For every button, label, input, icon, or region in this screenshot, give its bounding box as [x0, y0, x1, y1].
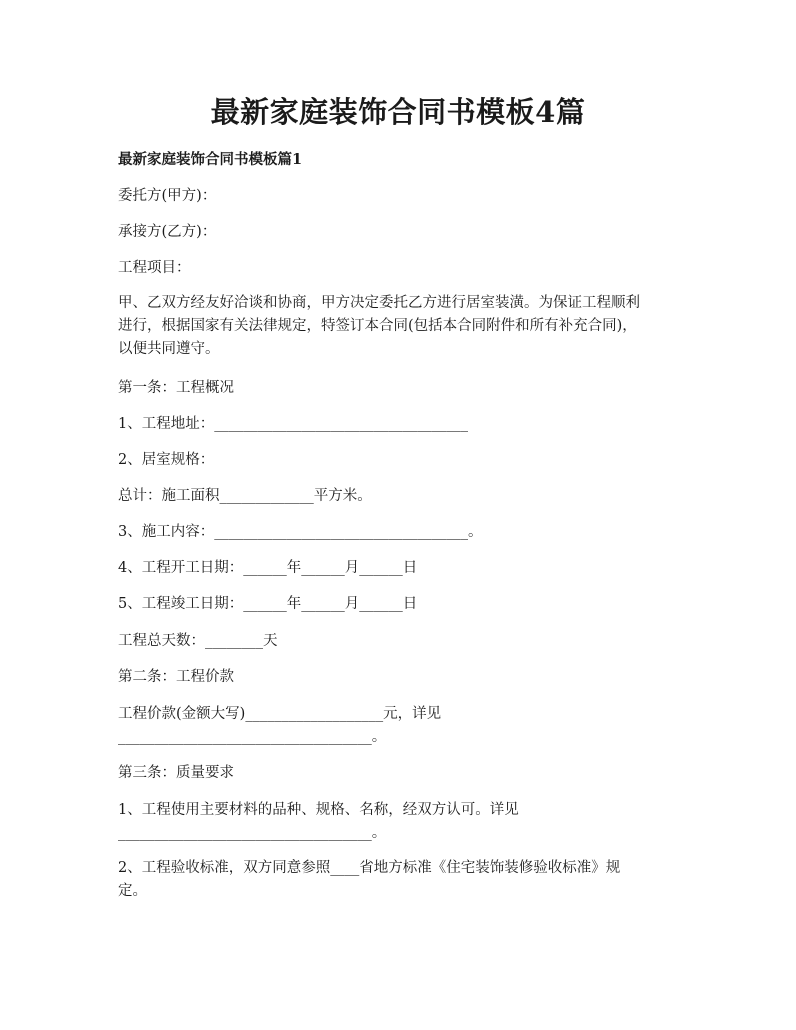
acceptance-line-2: 定。 — [118, 883, 147, 899]
preamble-line-3: 以便共同遵守。 — [118, 341, 220, 357]
acceptance-paragraph — [118, 857, 693, 903]
preamble-paragraph — [118, 292, 693, 361]
construction-area-line: 总计：施工面积_____________平方米。 — [118, 488, 372, 504]
materials-line-1: 1、工程使用主要材料的品种、规格、名称，经双方认可。详见 — [118, 802, 519, 818]
party-b-label: 承接方(乙方)： — [118, 224, 217, 240]
acceptance-line-1: 2、工程验收标准，双方同意参照____省地方标准《住宅装饰装修验收标准》规 — [118, 860, 621, 876]
article1-heading: 第一条：工程概况 — [118, 380, 234, 396]
end-date-line: 5、工程竣工日期：______年______月______日 — [118, 596, 418, 612]
preamble-line-1: 甲、乙双方经友好洽谈和协商，甲方决定委托乙方进行居室装潢。为保证工程顺利 — [118, 295, 640, 311]
total-days-line: 工程总天数：________天 — [118, 633, 278, 649]
document-title: 最新家庭装饰合同书模板4篇 — [210, 95, 586, 129]
party-a-label: 委托方(甲方)： — [118, 188, 217, 204]
article2-heading: 第二条：工程价款 — [118, 669, 234, 685]
room-spec-line: 2、居室规格： — [118, 452, 215, 468]
price-line-1: 工程价款(金额大写)___________________元，详见 — [118, 706, 442, 722]
article3-heading: 第三条：质量要求 — [118, 765, 234, 781]
start-date-line: 4、工程开工日期：______年______月______日 — [118, 560, 418, 576]
construction-content-line: 3、施工内容：___________________________________。 — [118, 524, 483, 540]
materials-paragraph — [118, 799, 693, 845]
project-address-line: 1、工程地址：___________________________________ — [118, 416, 468, 432]
materials-line-2: ___________________________________。 — [118, 825, 387, 841]
section-heading: 最新家庭装饰合同书模板篇1 — [118, 151, 303, 168]
project-label: 工程项目： — [118, 260, 191, 276]
price-line-2: ___________________________________。 — [118, 729, 387, 745]
price-paragraph — [118, 703, 693, 749]
preamble-line-2: 进行，根据国家有关法律规定，特签订本合同(包括本合同附件和所有补充合同)， — [118, 318, 637, 334]
